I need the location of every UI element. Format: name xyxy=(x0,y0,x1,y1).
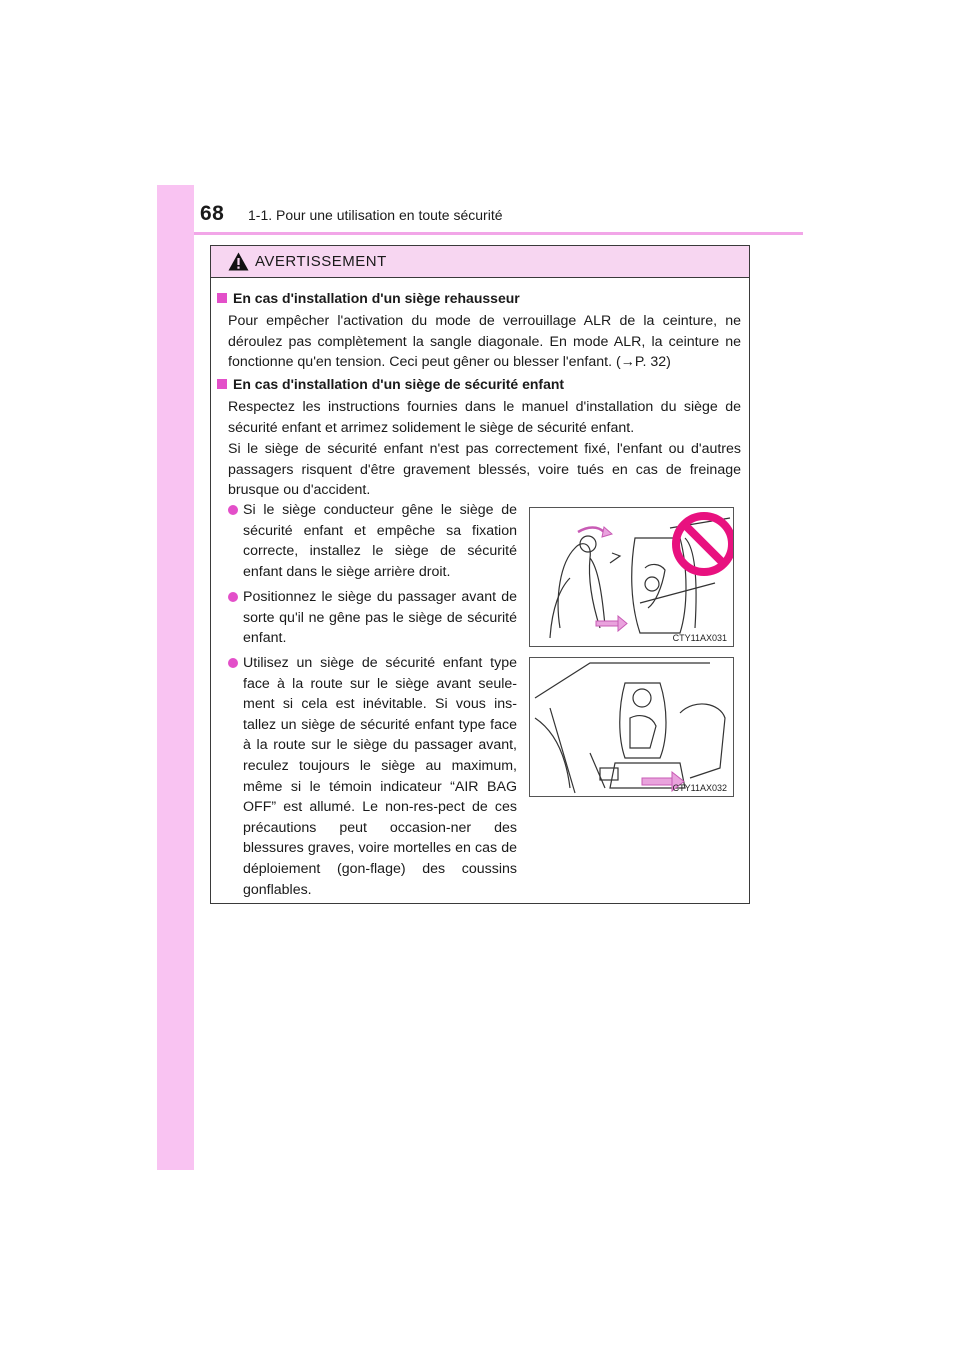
car-interior-drawing xyxy=(530,658,733,796)
round-bullet-icon xyxy=(228,505,238,515)
warning-header xyxy=(211,246,749,278)
figure-code: CTY11AX031 xyxy=(672,633,727,643)
figure-code: CTY11AX032 xyxy=(672,783,727,793)
square-bullet-icon xyxy=(217,379,227,389)
warning-content xyxy=(211,277,749,903)
round-bullet-icon xyxy=(228,592,238,602)
page-number: 68 xyxy=(200,202,225,225)
list-item: Si le siège conducteur gêne le siège de sécurité enfant et empêche sa fixation correcte, installez le siège de sécurité enfant dans le siège arrière droit. xyxy=(228,500,517,582)
paragraph: Pour empêcher l'activation du mode de verrouillage ALR de la ceinture, ne déroulez pas complètement la sangle diagonale. En mode ALR, la ceinture ne fonctionne qu'en tension. Ceci peut gêner ou blesser l'enfant. (→P. 32) xyxy=(228,313,741,371)
square-bullet-icon xyxy=(217,293,227,303)
warning-triangle-icon xyxy=(228,252,249,271)
car-seat-drawing xyxy=(530,508,733,646)
illustration-child-seat-rear xyxy=(529,507,734,647)
paragraph: Si le siège de sécurité enfant n'est pas correctement fixé, l'enfant ou d'autres passagers risquent d'être gravement blessés, voire tués en cas de freinage brusque ou d'accident. xyxy=(228,441,741,499)
prohibited-sign-icon xyxy=(676,516,732,572)
thumb-tab-band xyxy=(157,185,194,1170)
round-bullet-icon xyxy=(228,658,238,668)
list-item: Utilisez un siège de sécurité enfant type face à la route sur le siège avant seule-ment si cela est inévitable. Si vous ins-tallez un siège de sécurité enfant type face à la route sur le siège du passager avant, reculez toujours le siège au maximum, même si le témoin indicateur “AIR BAG OFF” est allumé. Le non-res-pect de ces précautions peut occasion-ner des blessures graves, voire mortelles en cas de déploiement (gon-flage) des coussins gonflables. xyxy=(228,653,517,900)
section-title: 1-1. Pour une utilisation en toute sécurité xyxy=(248,207,503,223)
section-heading: En cas d'installation d'un siège rehausseur xyxy=(217,290,520,306)
warning-box xyxy=(210,245,750,904)
warning-title: AVERTISSEMENT xyxy=(255,253,387,270)
list-item: Positionnez le siège du passager avant de sorte qu'il ne gêne pas le siège de sécurité enfant. xyxy=(228,587,517,649)
paragraph: Respectez les instructions fournies dans le manuel d'installation du siège de sécurité enfant et arrimez solidement le siège de sécurité enfant. xyxy=(228,399,741,436)
illustration-child-seat-front xyxy=(529,657,734,797)
section-heading: En cas d'installation d'un siège de sécurité enfant xyxy=(217,376,564,392)
header-rule xyxy=(194,232,803,235)
